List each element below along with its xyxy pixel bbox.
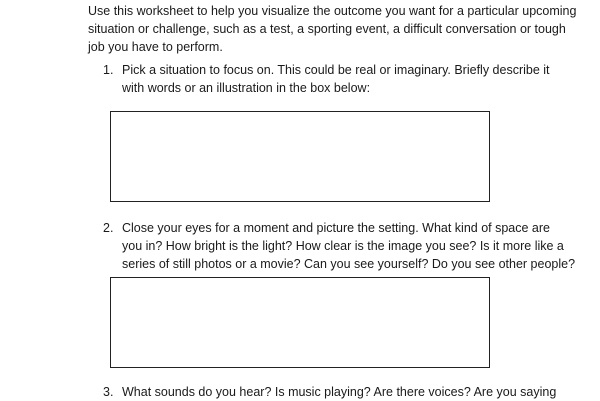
question-line: What sounds do you hear? Is music playing? Are there voices? Are you saying <box>122 385 557 399</box>
answer-box-2[interactable] <box>110 277 490 368</box>
question-text <box>122 383 557 401</box>
question-text <box>122 219 576 273</box>
question-number: 1. <box>103 63 114 77</box>
question-line: Pick a situation to focus on. This could be real or imaginary. Briefly describe it <box>122 63 550 77</box>
question-line: series of still photos or a movie? Can you see yourself? Do you see other people? <box>122 257 576 271</box>
intro-line: job you have to perform. <box>88 40 223 54</box>
question-line: with words or an illustration in the box below: <box>122 81 371 95</box>
question-number: 3. <box>103 385 114 399</box>
intro-paragraph <box>88 2 577 56</box>
answer-box-1[interactable] <box>110 111 490 202</box>
question-line: Close your eyes for a moment and picture the setting. What kind of space are <box>122 221 550 235</box>
question-line: you in? How bright is the light? How clear is the image you see? Is it more like a <box>122 239 564 253</box>
intro-line: situation or challenge, such as a test, a sporting event, a difficult conversation or tough <box>88 22 566 36</box>
question-number: 2. <box>103 221 114 235</box>
intro-line: Use this worksheet to help you visualize the outcome you want for a particular upcoming <box>88 4 577 18</box>
question-text <box>122 61 550 97</box>
